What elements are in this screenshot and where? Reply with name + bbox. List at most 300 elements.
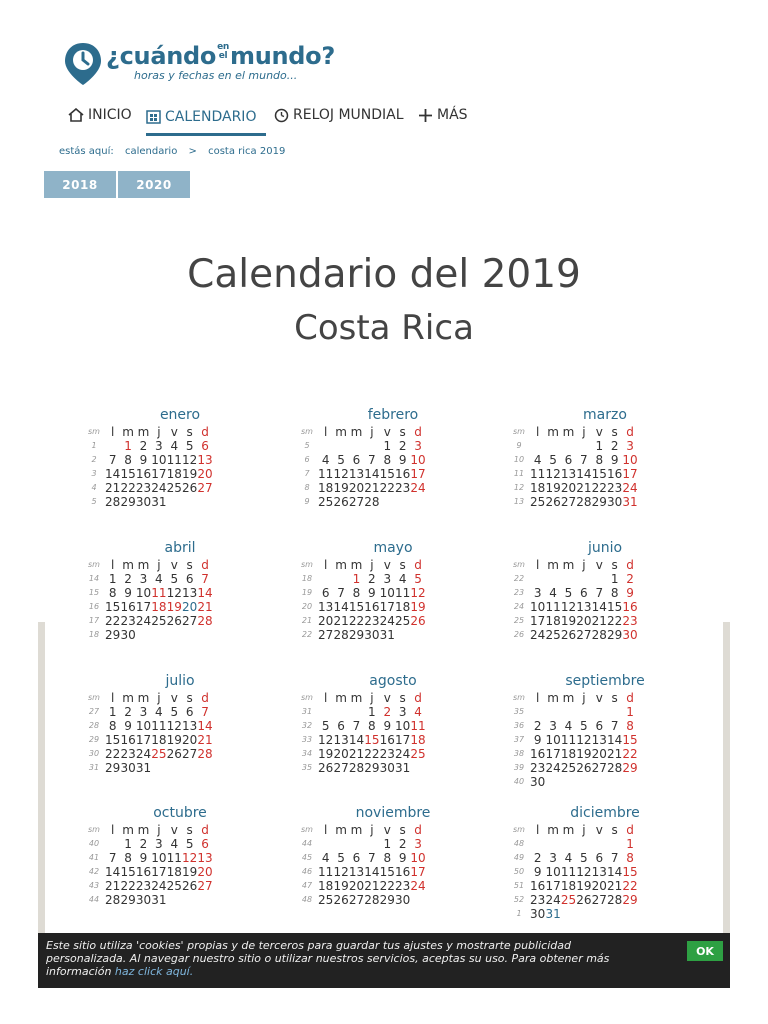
day-cell[interactable]: 25 (166, 879, 182, 893)
day-cell[interactable]: 19 (182, 865, 198, 879)
day-cell[interactable]: 14 (364, 467, 380, 481)
day-cell[interactable]: 18 (151, 733, 167, 747)
day-cell[interactable]: 21 (197, 600, 213, 614)
day-cell[interactable]: 22 (364, 747, 380, 761)
day-cell[interactable]: 5 (170, 705, 179, 719)
day-cell[interactable]: 27 (591, 761, 607, 775)
day-cell[interactable]: 3 (155, 837, 163, 851)
day-cell[interactable]: 7 (595, 586, 604, 600)
day-cell[interactable]: 2 (139, 439, 148, 453)
day-cell[interactable]: 13 (182, 719, 198, 733)
day-cell[interactable]: 28 (197, 747, 213, 761)
month-name[interactable]: octubre (153, 805, 207, 821)
month-name[interactable]: julio (165, 673, 195, 689)
day-cell[interactable]: 29 (120, 893, 136, 907)
day-cell[interactable]: 3 (549, 851, 557, 865)
day-cell[interactable]: 31 (151, 893, 167, 907)
day-cell[interactable]: 26 (318, 761, 334, 775)
day-cell[interactable]: 24 (545, 761, 561, 775)
month-name[interactable]: septiembre (565, 673, 645, 689)
day-cell[interactable]: 26 (560, 628, 577, 642)
day-cell[interactable]: 9 (626, 586, 634, 600)
day-cell[interactable]: 3 (414, 439, 422, 453)
day-cell[interactable]: 14 (348, 733, 365, 747)
day-cell[interactable]: 18 (166, 467, 182, 481)
day-cell[interactable]: 5 (564, 586, 573, 600)
day-cell[interactable]: 10 (545, 733, 561, 747)
day-cell[interactable]: 22 (607, 614, 623, 628)
day-cell[interactable]: 19 (318, 747, 334, 761)
day-cell[interactable]: 15 (607, 600, 623, 614)
day-cell[interactable]: 23 (395, 879, 411, 893)
day-cell[interactable]: 6 (321, 586, 330, 600)
day-cell[interactable]: 15 (105, 733, 121, 747)
day-cell[interactable]: 27 (560, 495, 577, 509)
day-cell[interactable]: 15 (591, 467, 607, 481)
day-cell[interactable]: 24 (410, 879, 426, 893)
day-cell[interactable]: 25 (410, 747, 426, 761)
day-cell[interactable]: 14 (576, 467, 592, 481)
day-cell[interactable]: 26 (166, 614, 182, 628)
day-cell[interactable]: 12 (166, 586, 182, 600)
day-cell[interactable]: 6 (352, 851, 361, 865)
day-cell[interactable]: 11 (151, 719, 167, 733)
day-cell[interactable]: 10 (410, 453, 426, 467)
day-cell[interactable]: 18 (151, 600, 167, 614)
day-cell[interactable]: 10 (379, 586, 395, 600)
day-cell[interactable]: 8 (610, 586, 619, 600)
day-cell[interactable]: 6 (185, 705, 194, 719)
day-cell[interactable]: 9 (398, 453, 407, 467)
month-name[interactable]: abril (164, 540, 196, 556)
day-cell[interactable]: 12 (545, 467, 561, 481)
day-cell[interactable]: 29 (379, 893, 395, 907)
day-cell[interactable]: 17 (545, 879, 561, 893)
day-cell[interactable]: 14 (607, 733, 623, 747)
day-cell[interactable]: 4 (155, 572, 163, 586)
breadcrumb-calendario[interactable]: calendario (124, 146, 178, 157)
day-cell[interactable]: 9 (124, 719, 132, 733)
day-cell[interactable]: 20 (591, 747, 607, 761)
day-cell[interactable]: 13 (197, 453, 213, 467)
day-cell[interactable]: 6 (595, 851, 604, 865)
day-cell[interactable]: 7 (580, 453, 588, 467)
day-cell[interactable]: 24 (379, 614, 395, 628)
day-cell[interactable]: 6 (352, 453, 361, 467)
day-cell[interactable]: 31 (151, 495, 167, 509)
day-cell[interactable]: 16 (135, 467, 152, 481)
day-cell[interactable]: 13 (197, 851, 213, 865)
day-cell[interactable]: 10 (622, 453, 638, 467)
day-cell[interactable]: 23 (135, 879, 152, 893)
month-name[interactable]: marzo (583, 407, 627, 423)
day-cell[interactable]: 28 (607, 761, 623, 775)
day-cell[interactable]: 13 (591, 733, 607, 747)
day-cell[interactable]: 9 (139, 453, 148, 467)
day-cell[interactable]: 27 (333, 761, 349, 775)
day-cell[interactable]: 13 (333, 733, 349, 747)
day-cell[interactable]: 11 (166, 453, 182, 467)
day-cell[interactable]: 4 (398, 572, 407, 586)
day-cell[interactable]: 13 (560, 467, 577, 481)
day-cell[interactable]: 22 (105, 614, 121, 628)
day-cell[interactable]: 23 (364, 614, 380, 628)
day-cell[interactable]: 8 (124, 851, 132, 865)
day-cell[interactable]: 7 (352, 719, 361, 733)
day-cell[interactable]: 8 (626, 851, 634, 865)
day-cell[interactable]: 31 (622, 495, 638, 509)
day-cell[interactable]: 24 (622, 481, 638, 495)
day-cell[interactable]: 28 (105, 893, 121, 907)
day-cell[interactable]: 3 (139, 705, 148, 719)
day-cell[interactable]: 23 (530, 761, 546, 775)
day-cell[interactable]: 30 (364, 628, 380, 642)
day-cell[interactable]: 9 (533, 865, 542, 879)
day-cell[interactable]: 18 (318, 481, 334, 495)
day-cell[interactable]: 12 (333, 865, 349, 879)
day-cell[interactable]: 26 (166, 747, 182, 761)
day-cell[interactable]: 20 (576, 614, 592, 628)
day-cell[interactable]: 19 (576, 747, 592, 761)
day-cell[interactable]: 13 (591, 865, 607, 879)
day-cell[interactable]: 5 (321, 719, 330, 733)
day-cell[interactable]: 20 (591, 879, 607, 893)
day-cell[interactable]: 8 (108, 719, 117, 733)
day-cell[interactable]: 30 (120, 761, 136, 775)
day-cell[interactable]: 19 (166, 600, 182, 614)
day-cell[interactable]: 20 (318, 614, 334, 628)
day-cell[interactable]: 28 (197, 614, 213, 628)
day-cell[interactable]: 24 (135, 614, 152, 628)
day-cell[interactable]: 7 (368, 453, 376, 467)
day-cell[interactable]: 19 (166, 733, 182, 747)
day-cell[interactable]: 13 (318, 600, 334, 614)
day-cell[interactable]: 26 (545, 495, 561, 509)
day-cell[interactable]: 8 (108, 586, 117, 600)
day-cell[interactable]: 1 (108, 705, 117, 719)
day-cell[interactable]: 21 (197, 733, 213, 747)
day-cell[interactable]: 17 (151, 865, 167, 879)
day-cell[interactable]: 11 (410, 719, 426, 733)
day-cell[interactable]: 16 (135, 865, 152, 879)
day-cell[interactable]: 16 (395, 865, 411, 879)
day-cell[interactable]: 16 (622, 600, 638, 614)
day-cell[interactable]: 9 (139, 851, 148, 865)
day-cell[interactable]: 26 (576, 893, 592, 907)
day-cell[interactable]: 3 (155, 439, 163, 453)
day-cell[interactable]: 9 (383, 719, 392, 733)
day-cell[interactable]: 11 (151, 586, 167, 600)
day-cell[interactable]: 20 (197, 865, 213, 879)
day-cell[interactable]: 6 (337, 719, 345, 733)
day-cell[interactable]: 24 (410, 481, 426, 495)
day-cell[interactable]: 29 (622, 893, 638, 907)
day-cell[interactable]: 1 (124, 439, 132, 453)
day-cell[interactable]: 26 (333, 893, 349, 907)
day-cell[interactable]: 22 (591, 481, 607, 495)
day-cell[interactable]: 24 (151, 879, 167, 893)
day-cell[interactable]: 26 (333, 495, 349, 509)
day-cell[interactable]: 14 (591, 600, 607, 614)
day-cell[interactable]: 29 (120, 495, 136, 509)
day-cell[interactable]: 29 (364, 761, 380, 775)
day-cell[interactable]: 24 (135, 747, 152, 761)
day-cell[interactable]: 7 (610, 719, 619, 733)
day-cell[interactable]: 12 (560, 600, 577, 614)
day-cell[interactable]: 13 (576, 600, 592, 614)
day-cell[interactable]: 20 (197, 467, 213, 481)
day-cell[interactable]: 9 (533, 733, 542, 747)
day-cell[interactable]: 6 (201, 439, 209, 453)
day-cell[interactable]: 3 (626, 439, 634, 453)
day-cell[interactable]: 28 (364, 495, 380, 509)
day-cell[interactable]: 17 (410, 467, 426, 481)
day-cell[interactable]: 8 (352, 586, 361, 600)
nav-inicio[interactable] (68, 100, 132, 130)
day-cell[interactable]: 11 (560, 865, 577, 879)
day-cell[interactable]: 24 (530, 628, 546, 642)
day-cell[interactable]: 4 (414, 705, 422, 719)
day-cell[interactable]: 28 (105, 495, 121, 509)
day-cell[interactable]: 8 (383, 851, 392, 865)
day-cell[interactable]: 16 (530, 879, 546, 893)
day-cell[interactable]: 9 (124, 586, 132, 600)
day-cell[interactable]: 15 (379, 467, 395, 481)
day-cell[interactable]: 18 (166, 865, 182, 879)
day-cell[interactable]: 3 (139, 572, 148, 586)
day-cell[interactable]: 2 (398, 439, 407, 453)
day-cell[interactable]: 21 (607, 879, 623, 893)
day-cell[interactable]: 2 (533, 851, 542, 865)
day-cell[interactable]: 20 (560, 481, 577, 495)
day-cell[interactable]: 11 (560, 733, 577, 747)
day-cell[interactable]: 16 (379, 733, 395, 747)
day-cell[interactable]: 27 (197, 481, 213, 495)
day-cell[interactable]: 28 (576, 495, 592, 509)
day-cell[interactable]: 15 (120, 467, 136, 481)
month-name[interactable]: febrero (367, 407, 419, 423)
day-cell[interactable]: 20 (348, 481, 365, 495)
day-cell[interactable]: 1 (352, 572, 361, 586)
month-name[interactable]: diciembre (570, 805, 640, 821)
day-cell[interactable]: 10 (395, 719, 411, 733)
day-cell[interactable]: 7 (610, 851, 619, 865)
day-cell[interactable]: 30 (379, 761, 395, 775)
day-cell[interactable]: 19 (182, 467, 198, 481)
day-cell[interactable]: 30 (135, 893, 152, 907)
day-cell[interactable]: 23 (607, 481, 623, 495)
day-cell[interactable]: 17 (545, 747, 561, 761)
day-cell[interactable]: 27 (348, 893, 365, 907)
day-cell[interactable]: 9 (398, 851, 407, 865)
day-cell[interactable]: 14 (105, 467, 121, 481)
day-cell[interactable]: 4 (170, 837, 179, 851)
day-cell[interactable]: 18 (318, 879, 334, 893)
day-cell[interactable]: 5 (414, 572, 422, 586)
day-cell[interactable]: 11 (395, 586, 411, 600)
day-cell[interactable]: 7 (108, 453, 117, 467)
day-cell[interactable]: 12 (333, 467, 349, 481)
day-cell[interactable]: 10 (545, 865, 561, 879)
day-cell[interactable]: 24 (151, 481, 167, 495)
day-cell[interactable]: 20 (333, 747, 349, 761)
day-cell[interactable]: 3 (414, 837, 422, 851)
day-cell[interactable]: 4 (564, 719, 573, 733)
day-cell[interactable]: 22 (120, 879, 136, 893)
day-cell[interactable]: 25 (545, 628, 561, 642)
day-cell[interactable]: 14 (364, 865, 380, 879)
day-cell[interactable]: 19 (333, 481, 349, 495)
day-cell[interactable]: 28 (333, 628, 349, 642)
day-cell[interactable]: 15 (364, 733, 380, 747)
day-cell[interactable]: 22 (622, 747, 638, 761)
day-cell[interactable]: 7 (108, 851, 117, 865)
day-cell[interactable]: 9 (368, 586, 376, 600)
day-cell[interactable]: 16 (395, 467, 411, 481)
day-cell[interactable]: 8 (383, 453, 392, 467)
day-cell[interactable]: 13 (182, 586, 198, 600)
day-cell[interactable]: 6 (185, 572, 194, 586)
day-cell[interactable]: 30 (395, 893, 411, 907)
day-cell[interactable]: 15 (120, 865, 136, 879)
day-cell[interactable]: 6 (595, 719, 604, 733)
day-cell[interactable]: 11 (530, 467, 546, 481)
day-cell[interactable]: 8 (368, 719, 376, 733)
day-cell[interactable]: 27 (591, 893, 607, 907)
day-cell[interactable]: 27 (182, 614, 198, 628)
nav-reloj-mundial[interactable] (274, 100, 404, 130)
day-cell[interactable]: 1 (368, 705, 376, 719)
day-cell[interactable]: 19 (333, 879, 349, 893)
day-cell[interactable]: 23 (120, 614, 136, 628)
day-cell[interactable]: 4 (170, 439, 179, 453)
day-cell[interactable]: 26 (576, 761, 592, 775)
day-cell[interactable]: 21 (105, 879, 121, 893)
day-cell[interactable]: 11 (545, 600, 561, 614)
day-cell[interactable]: 29 (348, 628, 365, 642)
day-cell[interactable]: 17 (410, 865, 426, 879)
day-cell[interactable]: 27 (182, 747, 198, 761)
day-cell[interactable]: 18 (560, 879, 577, 893)
day-cell[interactable]: 12 (576, 733, 592, 747)
day-cell[interactable]: 22 (105, 747, 121, 761)
day-cell[interactable]: 29 (622, 761, 638, 775)
day-cell[interactable]: 28 (591, 628, 607, 642)
day-cell[interactable]: 19 (410, 600, 426, 614)
day-cell[interactable]: 11 (318, 865, 334, 879)
prev-year-button[interactable]: 2018 (44, 171, 116, 198)
month-name[interactable]: agosto (369, 673, 417, 689)
day-cell[interactable]: 1 (595, 439, 604, 453)
month-name[interactable]: enero (159, 407, 201, 423)
day-cell[interactable]: 25 (395, 614, 411, 628)
day-cell[interactable]: 29 (105, 628, 121, 642)
day-cell[interactable]: 27 (348, 495, 365, 509)
day-cell[interactable]: 22 (120, 481, 136, 495)
day-cell[interactable]: 17 (622, 467, 638, 481)
day-cell[interactable]: 12 (410, 586, 426, 600)
day-cell[interactable]: 28 (364, 893, 380, 907)
day-cell[interactable]: 19 (576, 879, 592, 893)
day-cell[interactable]: 27 (197, 879, 213, 893)
day-cell[interactable]: 21 (348, 747, 365, 761)
day-cell[interactable]: 2 (398, 837, 407, 851)
day-cell[interactable]: 14 (607, 865, 623, 879)
day-cell[interactable]: 17 (379, 600, 395, 614)
day-cell[interactable]: 5 (337, 453, 345, 467)
cookie-more-info-link[interactable]: haz click aquí. (114, 965, 194, 978)
day-cell[interactable]: 6 (564, 453, 573, 467)
day-cell[interactable]: 30 (607, 495, 623, 509)
day-cell[interactable]: 31 (545, 907, 561, 921)
day-cell[interactable]: 26 (410, 614, 426, 628)
day-cell[interactable]: 15 (379, 865, 395, 879)
day-cell[interactable]: 20 (182, 733, 198, 747)
day-cell[interactable]: 7 (201, 705, 209, 719)
day-cell[interactable]: 5 (185, 837, 194, 851)
day-cell[interactable]: 15 (622, 865, 638, 879)
day-cell[interactable]: 9 (610, 453, 619, 467)
day-cell[interactable]: 4 (321, 851, 330, 865)
day-cell[interactable]: 27 (576, 628, 592, 642)
day-cell[interactable]: 2 (610, 439, 619, 453)
day-cell[interactable]: 30 (135, 495, 152, 509)
day-cell[interactable]: 10 (135, 586, 152, 600)
day-cell[interactable]: 5 (185, 439, 194, 453)
day-cell[interactable]: 12 (166, 719, 182, 733)
nav-calendario[interactable] (146, 100, 266, 136)
day-cell[interactable]: 18 (410, 733, 426, 747)
day-cell[interactable]: 5 (170, 572, 179, 586)
day-cell[interactable]: 1 (383, 837, 392, 851)
day-cell[interactable]: 23 (379, 747, 395, 761)
day-cell[interactable]: 31 (135, 761, 152, 775)
day-cell[interactable]: 1 (124, 837, 132, 851)
day-cell[interactable]: 7 (337, 586, 345, 600)
day-cell[interactable]: 29 (105, 761, 121, 775)
day-cell[interactable]: 3 (533, 586, 542, 600)
day-cell[interactable]: 27 (318, 628, 334, 642)
day-cell[interactable]: 18 (545, 614, 561, 628)
day-cell[interactable]: 21 (364, 879, 380, 893)
day-cell[interactable]: 28 (348, 761, 365, 775)
day-cell[interactable]: 1 (626, 705, 634, 719)
day-cell[interactable]: 1 (108, 572, 117, 586)
month-name[interactable]: junio (587, 540, 623, 556)
day-cell[interactable]: 10 (151, 851, 167, 865)
day-cell[interactable]: 12 (182, 453, 198, 467)
day-cell[interactable]: 10 (135, 719, 152, 733)
day-cell[interactable]: 23 (395, 481, 411, 495)
day-cell[interactable]: 8 (626, 719, 634, 733)
cookie-ok-button[interactable]: OK (687, 941, 723, 961)
day-cell[interactable]: 14 (197, 586, 213, 600)
day-cell[interactable]: 10 (530, 600, 546, 614)
day-cell[interactable]: 16 (120, 600, 136, 614)
day-cell[interactable]: 8 (595, 453, 604, 467)
day-cell[interactable]: 31 (379, 628, 395, 642)
day-cell[interactable]: 10 (410, 851, 426, 865)
day-cell[interactable]: 25 (166, 481, 182, 495)
day-cell[interactable]: 15 (348, 600, 365, 614)
day-cell[interactable]: 4 (155, 705, 163, 719)
day-cell[interactable]: 24 (545, 893, 561, 907)
day-cell[interactable]: 2 (383, 705, 392, 719)
day-cell[interactable]: 4 (533, 453, 542, 467)
day-cell[interactable]: 1 (626, 837, 634, 851)
day-cell[interactable]: 14 (105, 865, 121, 879)
day-cell[interactable]: 22 (379, 879, 395, 893)
